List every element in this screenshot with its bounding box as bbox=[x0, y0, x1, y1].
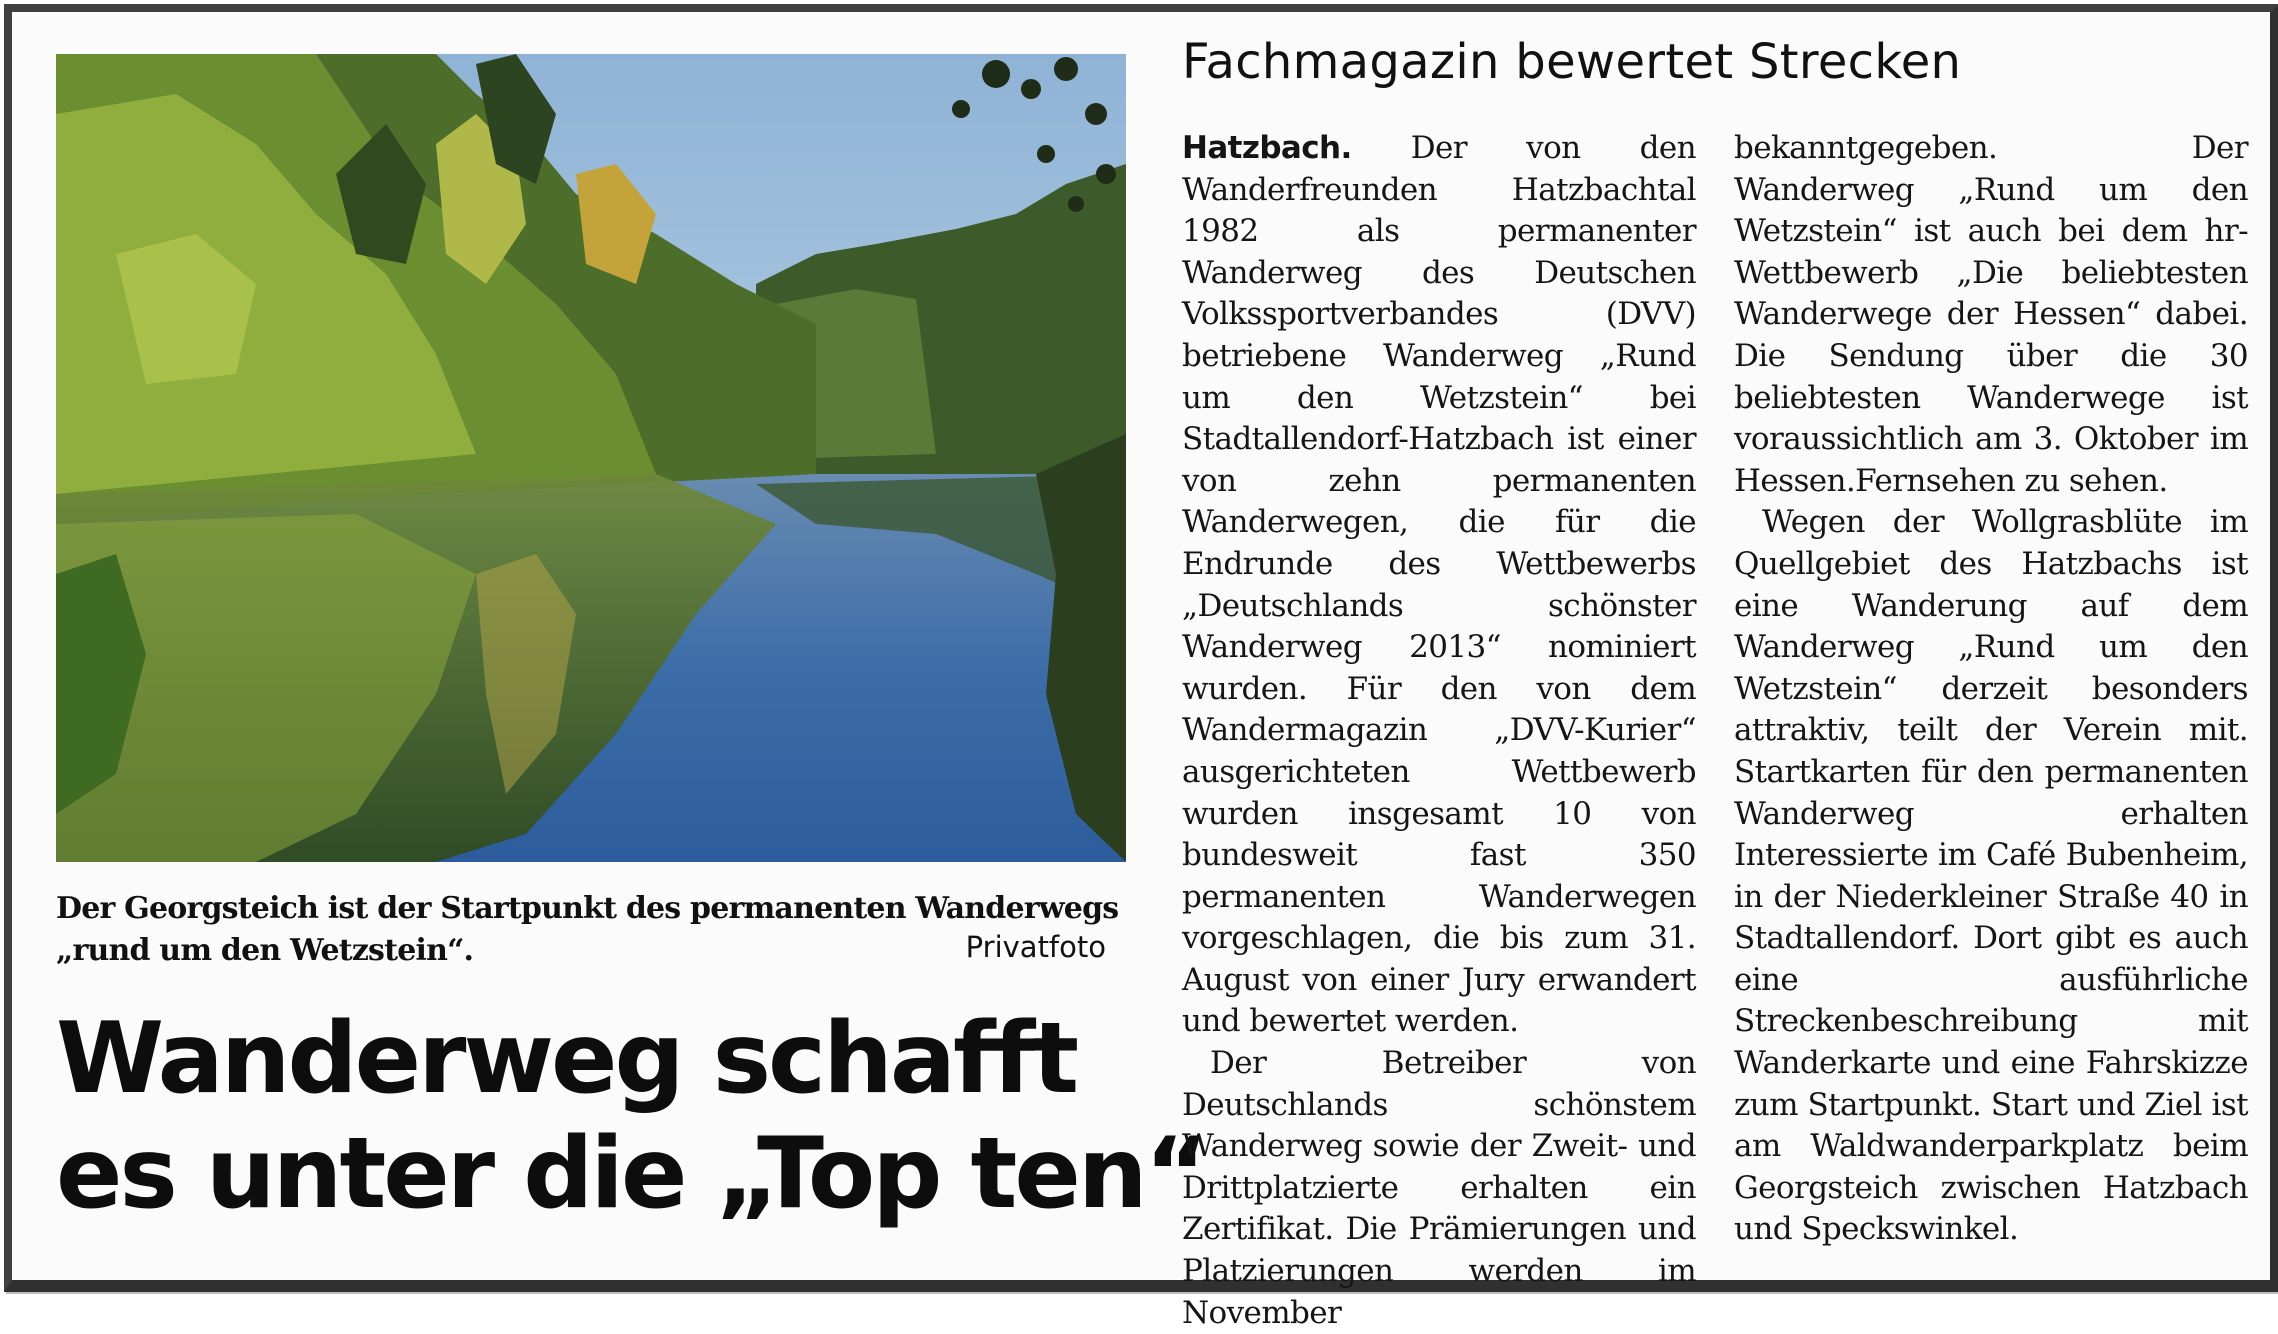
headline bbox=[56, 1002, 1207, 1232]
headline-line-1: Wanderweg schafft bbox=[56, 1002, 1077, 1116]
paragraph-3: bekanntgegeben. Der Wanderweg „Rund um den Wetzstein“ ist auch bei dem hr-Wettbewerb „Die beliebtesten Wanderwege der Hessen“ dabei. Die Sendung über die 30 beliebtesten Wanderwege ist voraussichtlich am 3. Oktober im Hessen.Fernsehen zu sehen. bbox=[1734, 130, 2248, 499]
article-clipping bbox=[4, 4, 2278, 1331]
article-column-1 bbox=[1182, 128, 1696, 1334]
paragraph-2: Der Betreiber von Deutschlands schönstem Wanderweg sowie der Zweit- und Drittplatzierte erhalten ein Zertifikat. Die Prämierungen und Platzierungen werden im November bbox=[1182, 1045, 1696, 1331]
lake-forest-image bbox=[56, 54, 1126, 862]
kicker-subheadline: Fachmagazin bewertet Strecken bbox=[1182, 34, 1962, 90]
caption-line-1: Der Georgsteich ist der Startpunkt des permanenten Wanderwegs bbox=[56, 891, 1119, 926]
photo-credit: Privatfoto bbox=[965, 930, 1106, 964]
caption-line-2: „rund um den Wetzstein“. bbox=[56, 933, 474, 968]
lake-photo bbox=[56, 54, 1126, 862]
dateline: Hatzbach. bbox=[1182, 130, 1352, 166]
article-column-2 bbox=[1734, 128, 2248, 1251]
paragraph-1-text: Der von den Wanderfreunden Hatzbachtal 1982 als permanenter Wanderweg des Deutschen Volkssportverbandes (DVV) betriebene Wanderweg „Rund um den Wetzstein“ bei Stadtallendorf-Hatzbach ist einer von zehn permanenten Wanderwegen, die für die Endrunde des Wettbewerbs „Deutschlands schönster Wanderweg 2013“ nominiert wurden. Für den von dem Wandermagazin „DVV-Kurier“ ausgerichteten Wettbewerb wurden insgesamt 10 von bundesweit fast 350 permanenten Wanderwegen vorgeschlagen, die bis zum 31. August von einer Jury erwandert und bewertet werden. bbox=[1182, 130, 1696, 1040]
paragraph-4: Wegen der Wollgrasblüte im Quellgebiet des Hatzbachs ist eine Wanderung auf dem Wanderweg „Rund um den Wetzstein“ derzeit besonders attraktiv, teilt der Verein mit. Startkarten für den permanenten Wanderweg erhalten Interessierte im Café Bubenheim, in der Niederkleiner Straße 40 in Stadtallendorf. Dort gibt es auch eine ausführliche Streckenbeschreibung mit Wanderkarte und eine Fahrskizze zum Startpunkt. Start und Ziel ist am Waldwanderparkplatz beim Georgsteich zwischen Hatzbach und Speckswinkel. bbox=[1734, 504, 2248, 1248]
paragraph-1 bbox=[1182, 128, 1696, 1043]
headline-line-2: es unter die „Top ten“ bbox=[56, 1117, 1207, 1231]
